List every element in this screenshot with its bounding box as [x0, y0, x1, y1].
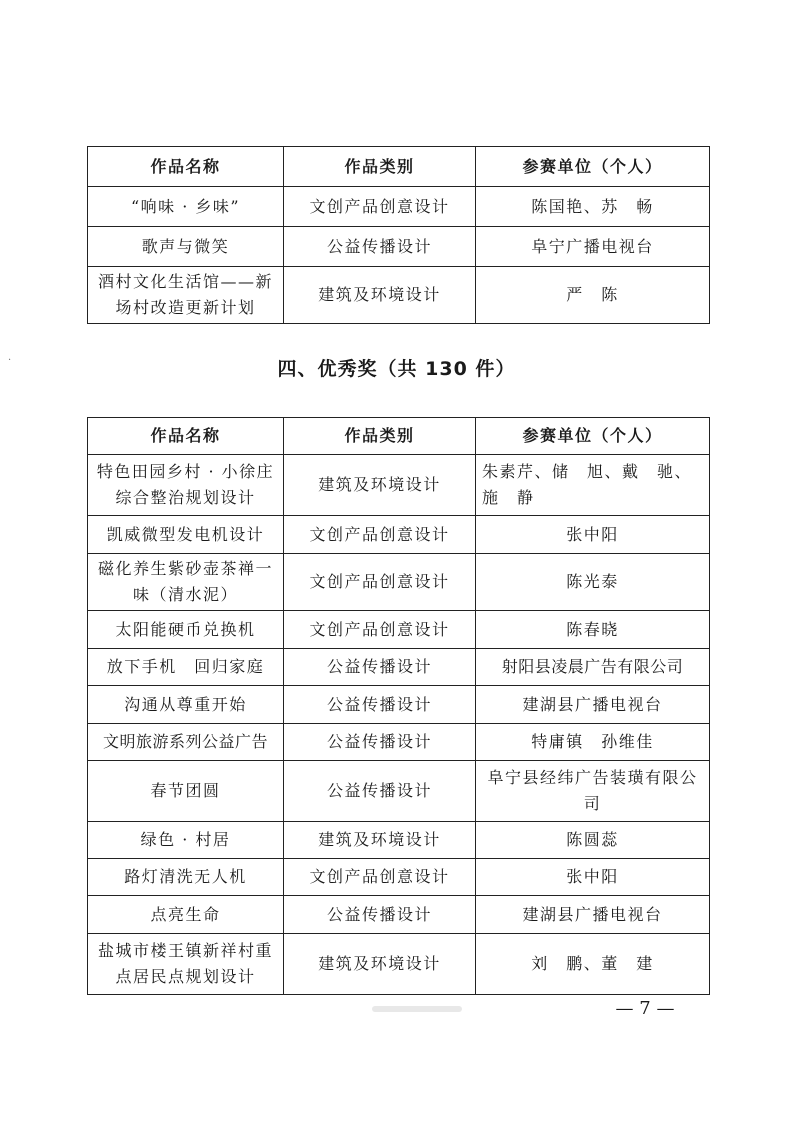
table-row: [88, 554, 710, 611]
cell-work-category: 公益传播设计: [284, 724, 476, 761]
table-row: [88, 267, 710, 324]
header-work-name: 作品名称: [88, 147, 284, 187]
cell-work-category: 公益传播设计: [284, 649, 476, 686]
cell-work-name: 绿色 · 村居: [88, 822, 284, 859]
scan-smudge: [372, 1006, 462, 1012]
cell-work-name: 太阳能硬币兑换机: [88, 611, 284, 649]
cell-work-category: 公益传播设计: [284, 686, 476, 724]
table-row: [88, 896, 710, 934]
cell-entrant-unit: 特庸镇 孙维佳: [476, 724, 710, 761]
cell-work-name: 春节团圆: [88, 761, 284, 822]
table-row: [88, 611, 710, 649]
cell-entrant-unit: 陈圆蕊: [476, 822, 710, 859]
header-work-name: 作品名称: [88, 418, 284, 455]
header-work-category: 作品类别: [284, 147, 476, 187]
section-heading-excellence-award: 四、优秀奖（共 130 件）: [277, 358, 516, 380]
cell-work-name: 文明旅游系列公益广告: [88, 724, 284, 761]
award-table-upper: [87, 146, 710, 324]
cell-work-category: 文创产品创意设计: [284, 554, 476, 611]
cell-entrant-unit: 朱素芹、储 旭、戴 驰、施 静: [476, 455, 710, 516]
table-row: [88, 761, 710, 822]
table-row: [88, 822, 710, 859]
cell-work-category: 建筑及环境设计: [284, 455, 476, 516]
cell-entrant-unit: 阜宁广播电视台: [476, 227, 710, 267]
cell-work-category: 文创产品创意设计: [284, 611, 476, 649]
cell-entrant-unit: 严 陈: [476, 267, 710, 324]
cell-work-name: 沟通从尊重开始: [88, 686, 284, 724]
header-work-category: 作品类别: [284, 418, 476, 455]
cell-entrant-unit: 建湖县广播电视台: [476, 686, 710, 724]
cell-work-name: 点亮生命: [88, 896, 284, 934]
cell-work-category: 公益传播设计: [284, 896, 476, 934]
cell-work-name: 歌声与微笑: [88, 227, 284, 267]
cell-work-name: 盐城市楼王镇新祥村重点居民点规划设计: [88, 934, 284, 995]
cell-work-name: 凯威微型发电机设计: [88, 516, 284, 554]
cell-work-name: “响味 · 乡味”: [88, 187, 284, 227]
page-number: — 7 —: [615, 998, 675, 1019]
cell-entrant-unit: 射阳县凌晨广告有限公司: [476, 649, 710, 686]
header-entrant-unit: 参赛单位（个人）: [476, 147, 710, 187]
cell-entrant-unit: 张中阳: [476, 516, 710, 554]
table-row: [88, 516, 710, 554]
cell-work-category: 公益传播设计: [284, 227, 476, 267]
table-header-row: [88, 418, 710, 455]
cell-entrant-unit: 陈光泰: [476, 554, 710, 611]
award-table-excellence: [87, 417, 710, 995]
table-row: [88, 724, 710, 761]
cell-work-name: 酒村文化生活馆——新场村改造更新计划: [88, 267, 284, 324]
cell-work-category: 文创产品创意设计: [284, 859, 476, 896]
cell-entrant-unit: 陈国艳、苏 畅: [476, 187, 710, 227]
cell-entrant-unit: 建湖县广播电视台: [476, 896, 710, 934]
table-row: [88, 934, 710, 995]
cell-entrant-unit: 刘 鹏、董 建: [476, 934, 710, 995]
header-entrant-unit: 参赛单位（个人）: [476, 418, 710, 455]
cell-entrant-unit: 陈春晓: [476, 611, 710, 649]
cell-work-name: 磁化养生紫砂壶茶禅一味（清水泥）: [88, 554, 284, 611]
cell-work-category: 建筑及环境设计: [284, 822, 476, 859]
cell-work-category: 文创产品创意设计: [284, 516, 476, 554]
table-row: [88, 649, 710, 686]
cell-work-category: 文创产品创意设计: [284, 187, 476, 227]
cell-work-category: 建筑及环境设计: [284, 934, 476, 995]
cell-entrant-unit: 张中阳: [476, 859, 710, 896]
cell-work-name: 路灯清洗无人机: [88, 859, 284, 896]
cell-entrant-unit: 阜宁县经纬广告装璜有限公司: [476, 761, 710, 822]
table-row: [88, 859, 710, 896]
table-row: [88, 455, 710, 516]
table-row: [88, 227, 710, 267]
table-header-row: [88, 147, 710, 187]
cell-work-category: 公益传播设计: [284, 761, 476, 822]
cell-work-category: 建筑及环境设计: [284, 267, 476, 324]
table-row: [88, 187, 710, 227]
table-row: [88, 686, 710, 724]
scan-mark: ·: [8, 355, 12, 366]
cell-work-name: 放下手机 回归家庭: [88, 649, 284, 686]
cell-work-name: 特色田园乡村 · 小徐庄综合整治规划设计: [88, 455, 284, 516]
